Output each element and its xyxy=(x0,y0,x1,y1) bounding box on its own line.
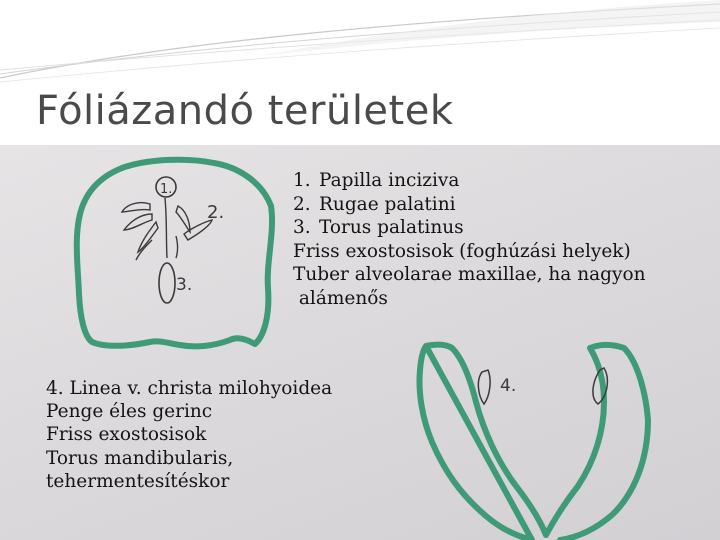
lower-jaw-list xyxy=(46,377,332,493)
lower-jaw-outline xyxy=(420,345,649,540)
slide-title: Fóliázandó területek xyxy=(36,88,454,134)
drawing-label-2: 2. xyxy=(207,202,225,223)
raphe-line xyxy=(165,198,167,258)
list-item: Friss exostosisok (foghúzási helyek) xyxy=(293,240,631,262)
list-item: 2. Rugae palatini xyxy=(293,193,456,215)
drawing-label-1: 1. xyxy=(160,182,173,197)
drawing-label-4: 4. xyxy=(500,376,517,396)
list-item: Penge éles gerinc xyxy=(46,401,213,423)
list-item: Tuber alveolarae maxillae, ha nagyon xyxy=(293,264,646,285)
upper-jaw-outline xyxy=(77,160,272,347)
upper-jaw-list xyxy=(293,169,646,310)
list-item: 1. Papilla inciziva xyxy=(293,170,460,191)
drawing-label-3: 3. xyxy=(176,275,193,295)
list-item: alámenős xyxy=(293,287,388,309)
list-item: Friss exostosisok xyxy=(46,424,207,446)
list-item: 4. Linea v. christa milohyoidea xyxy=(46,378,333,399)
list-item: 3. Torus palatinus xyxy=(293,217,464,238)
list-item: Torus mandibularis, xyxy=(46,447,234,469)
list-item: tehermentesítéskor xyxy=(46,470,230,492)
torus-palatinus-shape xyxy=(159,263,175,303)
rugae-left xyxy=(122,203,158,260)
lower-left-mark xyxy=(478,370,490,404)
